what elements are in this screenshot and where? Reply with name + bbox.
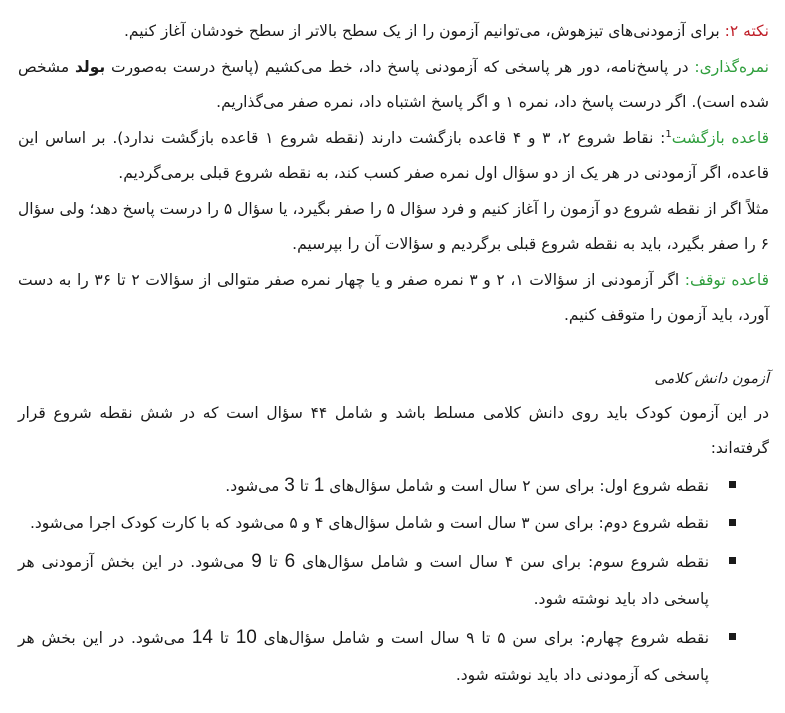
footnote-marker: 1 <box>665 128 672 140</box>
stop-rule-label: قاعده توقف: <box>684 270 770 289</box>
stop-rule-text: اگر آزمودنی از سؤالات ۱، ۲ و ۳ نمره صفر و یا چهار نمره صفر متوالی از سؤالات ۲ تا ۳۶ را به دست آورد، باید آزمون را متوقف کنیم. <box>18 270 769 324</box>
scoring-label: نمره‌گذاری: <box>694 57 769 76</box>
return-rule-text: : نقاط شروع ۲، ۳ و ۴ قاعده بازگشت دارند (نقطه شروع ۱ قاعده بازگشت ندارد). بر اساس این قاعده، اگر آزمودنی در هر یک از دو سؤال اول نمره صفر کسب کند، به نقطه شروع قبلی برمی‌گردیم. <box>18 128 769 182</box>
note-2-label: نکته ۲: <box>724 22 769 40</box>
note-2-text: برای آزمودنی‌های تیزهوش، می‌توانیم آزمون را از یک سطح بالاتر از سطح خودشان آغاز کنیم. <box>123 22 725 40</box>
list-item: نقطه شروع سوم: برای سن ۴ سال است و شامل سؤال‌های 6 تا 9 می‌شود. در این بخش آزمودنی هر پاسخی داد باید نوشته شود. <box>18 543 769 619</box>
square-bullet-icon <box>729 519 736 526</box>
scoring-text-a: در پاسخ‌نامه، دور هر پاسخی که آزمودنی پاسخ داد، خط می‌کشیم (پاسخ درست به‌صورت <box>105 57 695 76</box>
intro-paragraph: در این آزمون کودک باید روی دانش کلامی مسلط باشد و شامل ۴۴ سؤال است که در شش نقطه شروع قرار گرفته‌اند: <box>18 403 770 457</box>
start-points-list <box>18 467 769 695</box>
section-gap <box>18 334 769 356</box>
return-rule-paragraph <box>18 121 769 192</box>
list-item: نقطه شروع اول: برای سن ۲ سال است و شامل سؤال‌های 1 تا 3 می‌شود. <box>18 467 769 506</box>
list-item: نقطه شروع چهارم: برای سن ۵ تا ۹ سال است و شامل سؤال‌های 10 تا 14 می‌شود. در این بخش هر پاسخی که آزمودنی داد باید نوشته شود. <box>18 619 769 695</box>
scoring-paragraph <box>18 50 769 121</box>
return-rule-example: مثلاً اگر از نقطه شروع دو آزمون را آغاز کنیم و فرد سؤال ۵ را صفر بگیرد، یا سؤال ۵ را درست پاسخ دهد؛ ولی سؤال ۶ را صفر بگیرد، باید به نقطه شروع قبلی برگردیم و سؤالات آن را بپرسیم. <box>18 199 769 253</box>
section-title: آزمون دانش کلامی <box>654 370 769 387</box>
scoring-text-b: مشخص شده است). اگر درست پاسخ داد، نمره ۱ و اگر پاسخ اشتباه داد، نمره صفر می‌گذاریم. <box>18 57 769 111</box>
square-bullet-icon <box>729 481 736 488</box>
scoring-bold-word: بولد <box>74 57 106 76</box>
square-bullet-icon <box>729 633 736 640</box>
return-rule-label: قاعده بازگشت <box>671 128 769 147</box>
note-2-paragraph <box>18 14 769 50</box>
list-item: نقطه شروع دوم: برای سن ۳ سال است و شامل سؤال‌های ۴ و ۵ می‌شود که با کارت کودک اجرا می‌شود. <box>18 505 769 543</box>
square-bullet-icon <box>729 557 736 564</box>
stop-rule-paragraph <box>18 263 769 334</box>
